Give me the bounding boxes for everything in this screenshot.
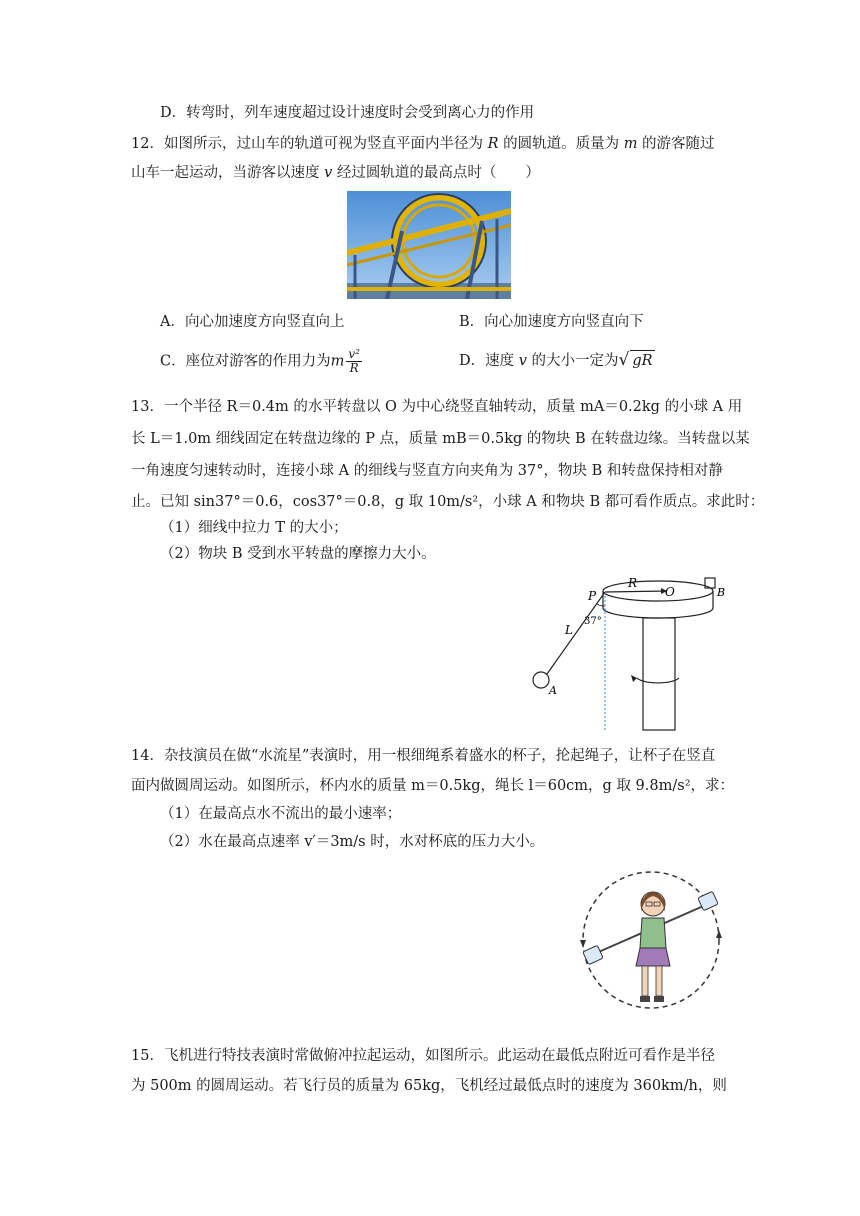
q14-sub1: （1）在最高点水不流出的最小速率； <box>160 806 402 822</box>
q12-stem-line2: 山车一起运动，当游客以速度 v 经过圆轨道的最高点时（ ） <box>131 165 540 181</box>
q12-option-c: C．座位对游客的作用力为m $\frac{\text{v²}}{R}$ <box>160 347 360 375</box>
q14-sub2: （2）水在最高点速率 v′＝3m/s 时，水对杯底的压力大小。 <box>160 834 545 850</box>
q13-stem-line3: 一角速度匀速转动时，连接小球 A 的细线与竖直方向夹角为 37°，物块 B 和转盘保持相对静 <box>131 463 723 479</box>
label-a: A <box>549 684 557 697</box>
q12-option-b: B．向心加速度方向竖直向下 <box>459 314 644 330</box>
q11-option-d: D．转弯时，列车速度超过设计速度时会受到离心力的作用 <box>160 105 535 121</box>
q13-stem-line1: 13．一个半径 R＝0.4m 的水平转盘以 O 为中心绕竖直轴转动，质量 mA＝0.2kg 的小球 A 用 <box>131 399 743 415</box>
label-p: P <box>588 589 597 603</box>
q12-option-a: A．向心加速度方向竖直向上 <box>160 314 345 330</box>
q14-stem-line2: 面内做圆周运动。如图所示，杯内水的质量 m＝0.5kg，绳长 l＝60cm，g 取 9.8m/s²，求： <box>131 778 735 794</box>
q13-turntable-diagram <box>525 574 735 734</box>
q14-stem-line1: 14．杂技演员在做“水流星”表演时，用一根细绳系着盛水的杯子，抡起绳子，让杯子在竖直 <box>131 748 716 764</box>
label-angle: 37° <box>584 616 602 627</box>
q12-stem-line1: 12．如图所示，过山车的轨道可视为竖直平面内半径为 R 的圆轨道。质量为 m 的游客随过 <box>131 136 715 152</box>
label-r: R <box>628 576 638 590</box>
water-meteor-performer <box>576 868 726 1018</box>
label-o: O <box>665 585 675 599</box>
label-l: L <box>565 623 573 637</box>
q13-sub1: （1）细线中拉力 T 的大小； <box>160 520 348 536</box>
roller-coaster-photo <box>347 191 511 299</box>
q13-sub2: （2）物块 B 受到水平转盘的摩擦力大小。 <box>160 546 436 562</box>
q13-stem-line2: 长 L＝1.0m 细线固定在转盘边缘的 P 点，质量 mB＝0.5kg 的物块 B 在转盘边缘。当转盘以某 <box>131 431 750 447</box>
label-b: B <box>717 586 726 599</box>
q12-option-d: D．速度 v 的大小一定为√ gR <box>459 350 653 370</box>
q15-stem-line1: 15．飞机进行特技表演时常做俯冲拉起运动，如图所示。此运动在最低点附近可看作是半径 <box>131 1048 715 1064</box>
q13-stem-line4: 止。已知 sin37°＝0.6，cos37°＝0.8，g 取 10m/s²，小球 A 和物块 B 都可看作质点。求此时： <box>131 494 765 510</box>
q15-stem-line2: 为 500m 的圆周运动。若飞行员的质量为 65kg，飞机经过最低点时的速度为 360km/h，则 <box>131 1078 727 1094</box>
